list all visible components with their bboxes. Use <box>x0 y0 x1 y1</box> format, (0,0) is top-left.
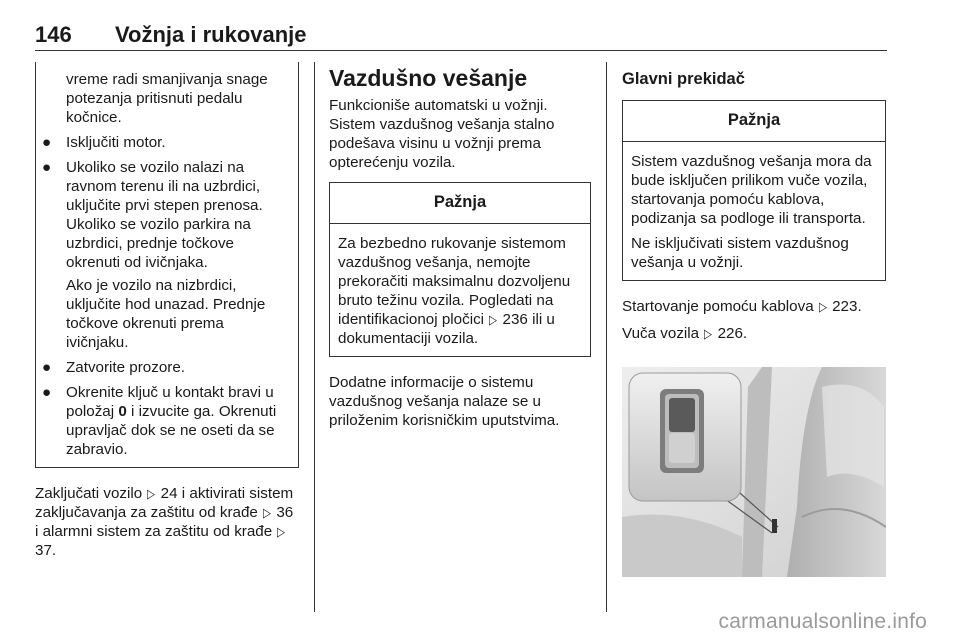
list-item-text: Zatvorite prozore. <box>66 359 186 376</box>
column-middle <box>329 64 591 438</box>
bullet-icon: ● <box>42 359 52 376</box>
bullet-icon: ● <box>42 134 52 151</box>
list-item-subtext: Ako je vozilo na nizbrdici, uključite hod unazad. Prednje točkove okrenuti prema ivičnjaku. <box>66 277 266 351</box>
locking-paragraph: Zaključati vozilo ▷ 24 i aktivirati sistem zaključavanja za zaštitu od krađe ▷ 36 i alarmni sistem za zaštitu od krađe ▷ 37. <box>35 485 294 559</box>
page-number: 146 <box>35 22 72 47</box>
column-left <box>35 62 299 568</box>
page-reference-icon: ▷ <box>818 299 827 314</box>
page-reference[interactable]: 24 <box>160 485 178 502</box>
list-item-text: i izvucite ga. Okrenuti upravljač dok se ne oseti da se zabravio. <box>66 403 277 458</box>
list-item <box>36 158 288 352</box>
page-reference-icon: ▷ <box>263 505 272 520</box>
key-position-label: 0 <box>118 403 127 420</box>
page-reference[interactable]: 236 <box>502 311 528 328</box>
page-reference-icon: ▷ <box>277 524 286 539</box>
watermark: carmanualsonline.info <box>718 610 927 633</box>
column-divider-1 <box>314 62 315 612</box>
subsection-heading: Glavni prekidač <box>622 70 745 88</box>
notice-text: Za bezbedno rukovanje sistemom vazdušnog vešanja, nemojte prekoračiti maksimalnu dozvoljenu bruto težinu vozila. Pogledati na identifikacionoj pločici ▷ 236 ili u dokumentaciji vozila. <box>338 235 571 347</box>
page-reference[interactable]: 37 <box>35 542 52 559</box>
towing-reference: Vuča vozila ▷ 226. <box>622 325 748 342</box>
main-switch-photo <box>622 367 886 577</box>
page-header <box>35 22 887 51</box>
bullet-icon: ● <box>42 159 52 176</box>
notice-title: Pažnja <box>623 101 885 142</box>
page-title: Vožnja i rukovanje <box>115 22 307 47</box>
notice-body <box>623 142 885 280</box>
page-reference-icon: ▷ <box>704 326 713 341</box>
notice-box <box>622 100 886 281</box>
column-right <box>622 64 886 582</box>
list-item-text: Okrenite ključ u kontakt bravi u položaj <box>66 384 274 420</box>
column-divider-2 <box>606 62 607 612</box>
continued-step <box>36 70 288 127</box>
list-item-text: Ukoliko se vozilo nalazi na ravnom terenu ili na uzbrdici, uključite prvi stepen prenosa. Ukoliko se vozilo parkira na uzbrdici, prednje točkove okrenuti od ivičnjaka. <box>66 159 263 271</box>
continued-steps-box <box>35 62 299 468</box>
notice-box <box>329 182 591 357</box>
page-reference[interactable]: 223 <box>832 298 858 315</box>
intro-paragraph: Funkcioniše automatski u vožnji. Sistem vazdušnog vešanja stalno podešava visinu u vožnji prema opterećenju vozila. <box>329 97 555 171</box>
list-item <box>36 358 288 377</box>
info-paragraph: Dodatne informacije o sistemu vazdušnog vešanja nalaze se u priloženim korisničkim uputstvima. <box>329 374 560 429</box>
jump-start-reference: Startovanje pomoću kablova ▷ 223. <box>622 298 862 315</box>
notice-text: Ne isključivati sistem vazdušnog vešanja u vožnji. <box>631 235 849 271</box>
continued-step-text: vreme radi smanjivanja snage potezanja pritisnuti pedalu kočnice. <box>66 71 268 126</box>
notice-body <box>330 224 590 356</box>
page-reference[interactable]: 226 <box>717 325 743 342</box>
page-reference[interactable]: 36 <box>276 504 294 521</box>
section-heading: Vazdušno vešanje <box>329 65 528 91</box>
page-reference-icon: ▷ <box>147 486 156 501</box>
notice-text: Sistem vazdušnog vešanja mora da bude isključen prilikom vuče vozila, startovanja pomoću kablova, podizanja sa podloge ili transporta. <box>631 153 872 227</box>
list-item <box>36 383 288 459</box>
list-item-text: Isključiti motor. <box>66 134 166 151</box>
list-item <box>36 133 288 152</box>
page-reference-icon: ▷ <box>489 312 498 327</box>
bullet-icon: ● <box>42 384 52 401</box>
notice-title: Pažnja <box>330 183 590 224</box>
